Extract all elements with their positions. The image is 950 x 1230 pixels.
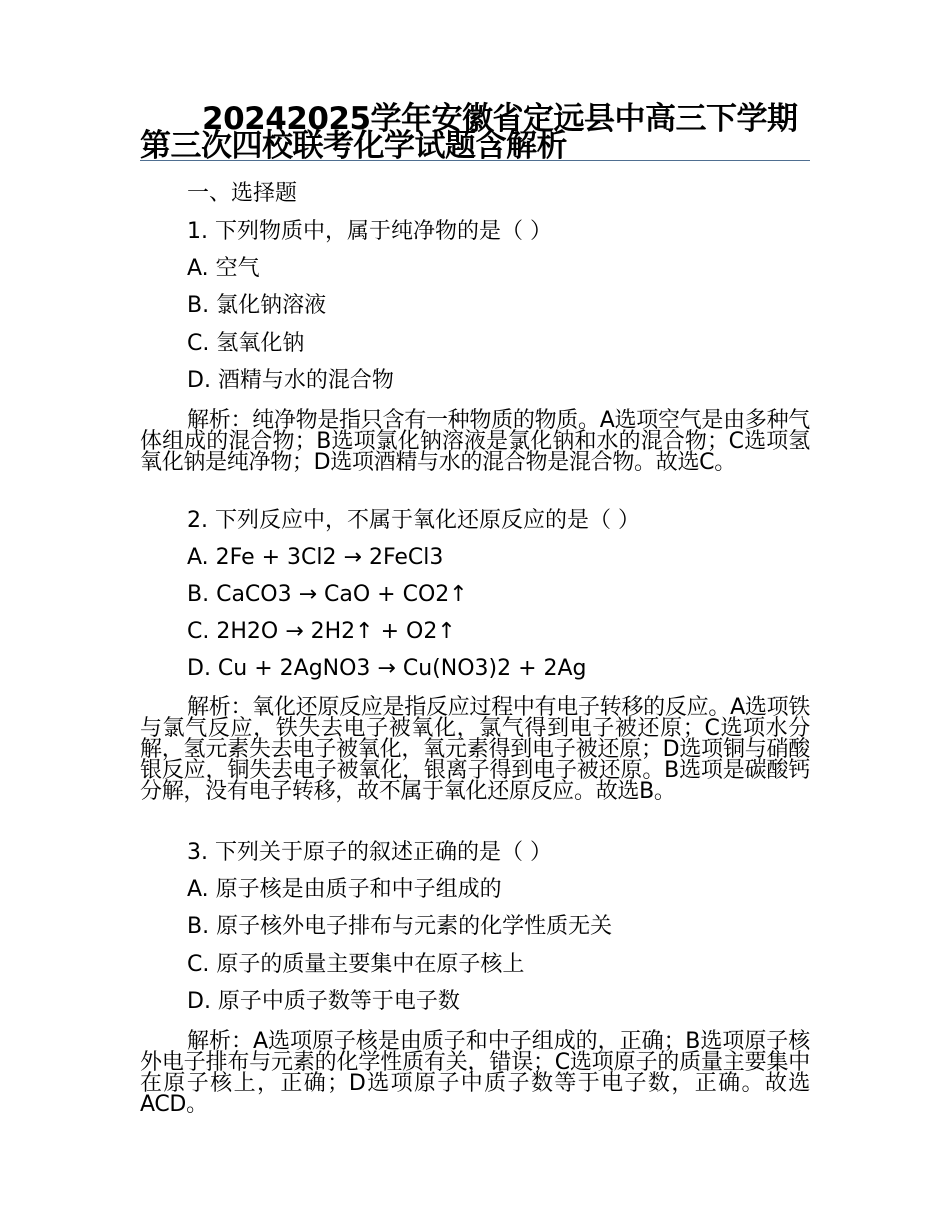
- question-3-option-a: A. 原子核是由质子和中子组成的: [187, 877, 502, 902]
- question-3-analysis: 解析：A选项原子核是由质子和中子组成的，正确；B选项原子核外电子排布与元素的化学性质有关，错误；C选项原子的质量主要集中在原子核上，正确；D选项原子中质子数等于电子数，正确。故选ACD。: [140, 1029, 810, 1117]
- question-3-option-d: D. 原子中质子数等于电子数: [187, 989, 460, 1014]
- title-underline: [140, 160, 810, 161]
- question-1-stem: 1. 下列物质中，属于纯净物的是（ ）: [187, 219, 552, 244]
- question-2-stem: 2. 下列反应中，不属于氧化还原反应的是（ ）: [187, 508, 640, 533]
- question-2-option-c: C. 2H2O → 2H2↑ + O2↑: [187, 619, 456, 644]
- question-2-analysis: 解析：氧化还原反应是指反应过程中有电子转移的反应。A选项铁与氯气反应，铁失去电子被氧化，氯气得到电子被还原；C选项水分解，氢元素失去电子被氧化，氧元素得到电子被还原；D选项铜与硝酸银反应，铜失去电子被氧化，银离子得到电子被还原。B选项是碳酸钙分解，没有电子转移，故不属于氧化还原反应。故选B。: [140, 695, 810, 804]
- question-1-option-a: A. 空气: [187, 256, 260, 281]
- question-2-option-d: D. Cu + 2AgNO3 → Cu(NO3)2 + 2Ag: [187, 656, 587, 681]
- question-1-option-d: D. 酒精与水的混合物: [187, 368, 394, 393]
- question-2-option-a: A. 2Fe + 3Cl2 → 2FeCl3: [187, 545, 444, 570]
- question-1-option-c: C. 氢氧化钠: [187, 331, 305, 356]
- document-title: 20242025学年安徽省定远县中高三下学期第三次四校联考化学试题含解析: [140, 101, 798, 164]
- question-2-option-b: B. CaCO3 → CaO + CO2↑: [187, 582, 468, 607]
- question-3-option-b: B. 原子核外电子排布与元素的化学性质无关: [187, 914, 613, 939]
- question-1-analysis: 解析：纯净物是指只含有一种物质的物质。A选项空气是由多种气体组成的混合物；B选项氯化钠溶液是氯化钠和水的混合物；C选项氢氧化钠是纯净物；D选项酒精与水的混合物是混合物。故选C。: [140, 408, 810, 475]
- question-3-option-c: C. 原子的质量主要集中在原子核上: [187, 952, 525, 977]
- question-3-stem: 3. 下列关于原子的叙述正确的是（ ）: [187, 840, 552, 865]
- question-1-option-b: B. 氯化钠溶液: [187, 293, 327, 318]
- section-heading: 一、选择题: [187, 181, 298, 206]
